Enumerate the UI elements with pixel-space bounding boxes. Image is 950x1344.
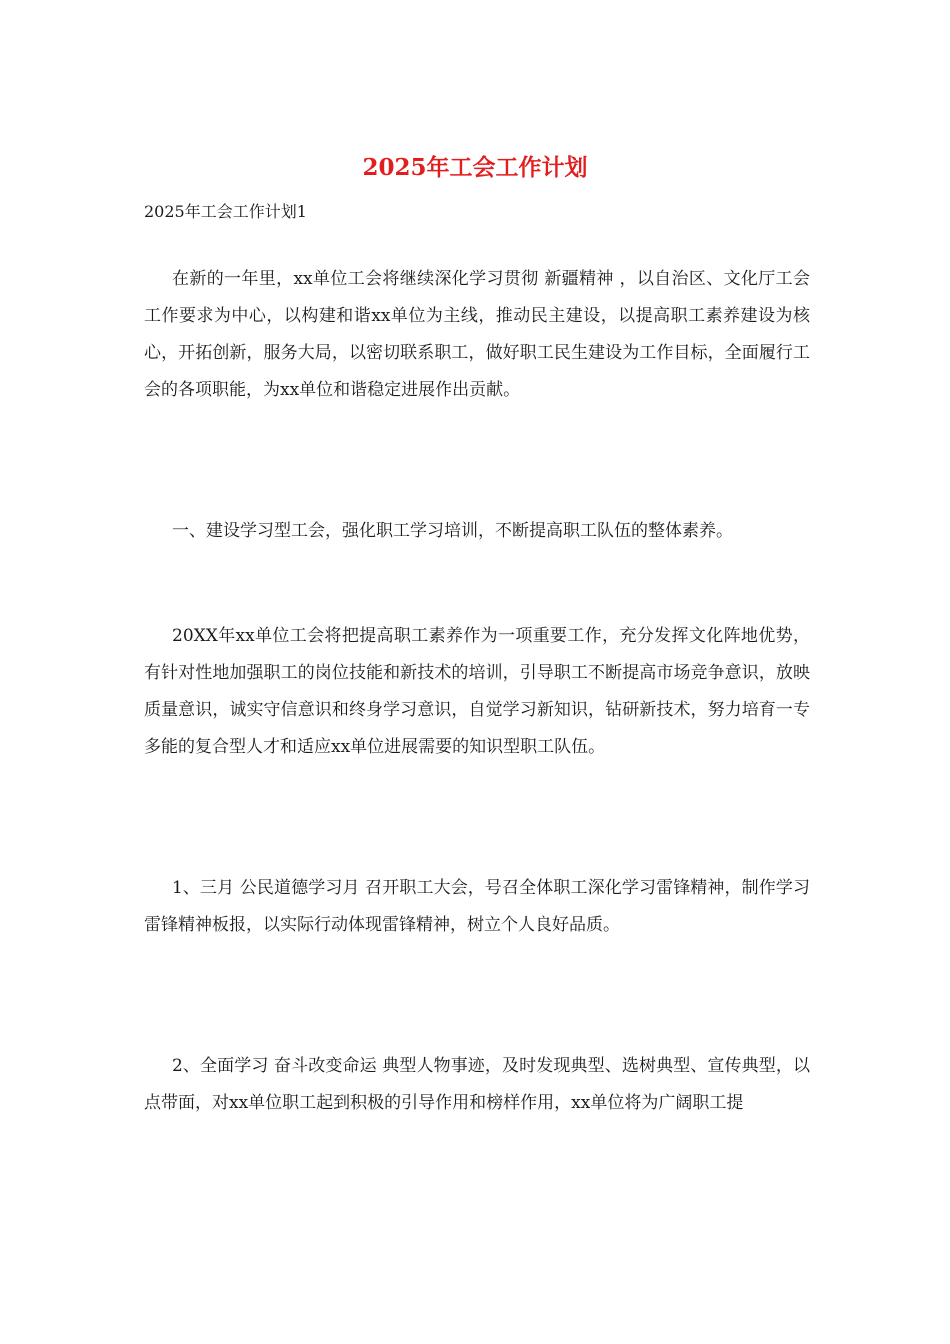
paragraph-item-1: 1、三月 公民道德学习月 召开职工大会，号召全体职工深化学习雷锋精神，制作学习雷锋精神板报，以实际行动体现雷锋精神，树立个人良好品质。 xyxy=(144,878,810,935)
document-subtitle: 2025年工会工作计划1 xyxy=(144,202,307,221)
paragraph-training-plan: 20XX年xx单位工会将把提高职工素养作为一项重要工作，充分发挥文化阵地优势，有针对性地加强职工的岗位技能和新技术的培训，引导职工不断提高市场竞争意识，放映质量意识，诚实守信意识和终身学习意识，自觉学习新知识，钻研新技术，努力培育一专多能的复合型人才和适应xx单位进展需要的知识型职工队伍。 xyxy=(144,626,810,757)
paragraph-item-2: 2、全面学习 奋斗改变命运 典型人物事迹，及时发现典型、选树典型、宣传典型，以点带面，对xx单位职工起到积极的引导作用和榜样作用，xx单位将为广阔职工提 xyxy=(144,1056,810,1113)
paragraph-intro: 在新的一年里，xx单位工会将继续深化学习贯彻 新疆精神 ，以自治区、文化厅工会工作要求为中心，以构建和谐xx单位为主线，推动民主建设，以提高职工素养建设为核心，开拓创新，服务大局，以密切联系职工，做好职工民生建设为工作目标，全面履行工会的各项职能，为xx单位和谐稳定进展作出贡献。 xyxy=(144,269,810,400)
document-title: 2025年工会工作计划 xyxy=(362,154,588,181)
paragraph-section-heading: 一、建设学习型工会，强化职工学习培训，不断提高职工队伍的整体素养。 xyxy=(172,521,733,541)
